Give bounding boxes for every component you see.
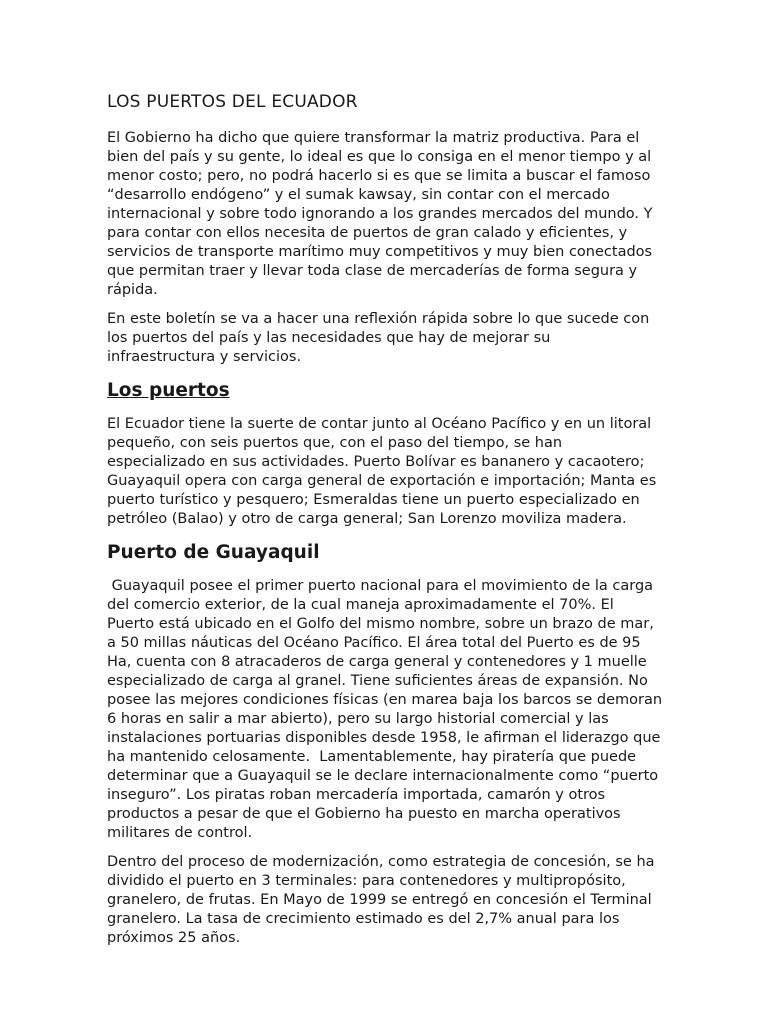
guayaquil-paragraph-1: Guayaquil posee el primer puerto nacional para el movimiento de la carga del comercio exterior, de la cual maneja aproximadamente el 70%. El Puerto está ubicado en el Golfo del mismo nombre, sobre un brazo de mar, a 50 millas náuticas del Océano Pacífico. El área total del Puerto es de 95 Ha, cuenta con 8 atracaderos de carga general y contenedores y 1 muelle especializado de carga al granel. Tiene suficientes áreas de expansión. No posee las mejores condiciones físicas (en marea baja los barcos se demoran 6 horas en salir a mar abierto), pero su largo historial comercial y las instalaciones portuarias disponibles desde 1958, le afirman el liderazgo que ha mantenido celosamente. Lamentablemente, hay piratería que puede determinar que a Guayaquil se le declare internacionalmente como “puerto inseguro”. Los piratas roban mercadería importada, camarón y otros productos a pesar de que el Gobierno ha puesto en marcha operativos militares de control.	[107, 578, 667, 841]
los-puertos-paragraph: El Ecuador tiene la suerte de contar junto al Océano Pacífico y en un litoral pequeño, con seis puertos que, con el paso del tiempo, se han especializado en sus actividades. Puerto Bolívar es bananero y cacaotero; Guayaquil opera con carga general de exportación e importación; Manta es puerto turístico y pesquero; Esmeraldas tiene un puerto especializado en petróleo (Balao) y otro de carga general; San Lorenzo moviliza madera.	[107, 416, 657, 527]
document-page	[107, 90, 667, 958]
section-heading-los-puertos: Los puertos	[107, 380, 230, 401]
document-title: LOS PUERTOS DEL ECUADOR	[107, 92, 358, 112]
section-heading-puerto-guayaquil: Puerto de Guayaquil	[107, 542, 320, 563]
intro-paragraph-1: El Gobierno ha dicho que quiere transformar la matriz productiva. Para el bien del país y su gente, lo ideal es que lo consiga en el menor tiempo y al menor costo; pero, no podrá hacerlo si es que se limita a buscar el famoso “desarrollo endógeno” y el sumak kawsay, sin contar con el mercado internacional y sobre todo ignorando a los grandes mercados del mundo. Y para contar con ellos necesita de puertos de gran calado y eficientes, y servicios de transporte marítimo muy competitivos y muy bien conectados que permitan traer y llevar toda clase de mercaderías de forma segura y rápida.	[107, 130, 653, 298]
guayaquil-paragraph-2: Dentro del proceso de modernización, como estrategia de concesión, se ha dividido el puerto en 3 terminales: para contenedores y multipropósito, granelero, de frutas. En Mayo de 1999 se entregó en concesión el Terminal granelero. La tasa de crecimiento estimado es del 2,7% anual para los próximos 25 años.	[107, 854, 655, 946]
intro-paragraph-2: En este boletín se va a hacer una reflexión rápida sobre lo que sucede con los puertos del país y las necesidades que hay de mejorar su infraestructura y servicios.	[107, 311, 650, 365]
